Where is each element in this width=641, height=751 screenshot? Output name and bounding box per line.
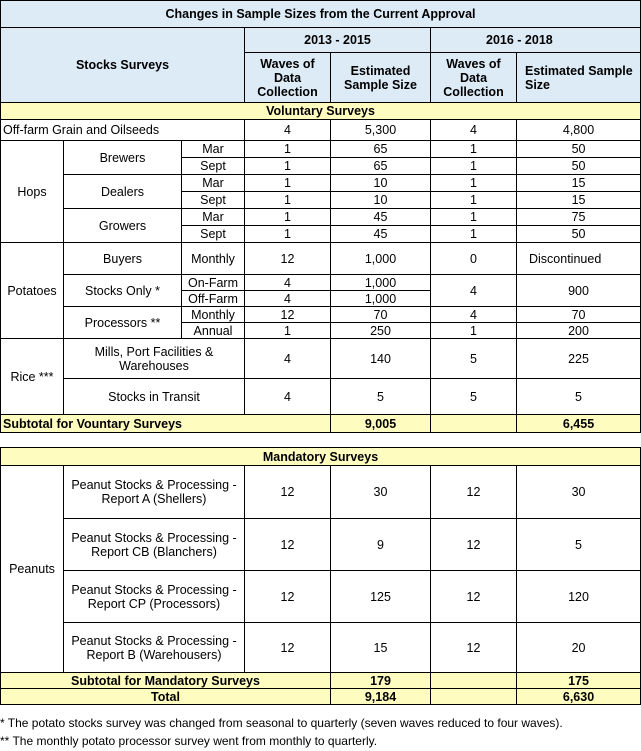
cell: 1 <box>431 323 517 339</box>
cell: 120 <box>517 571 641 623</box>
cell: 1,000 <box>331 243 431 275</box>
cell: 1,000 <box>331 275 431 291</box>
cell: 12 <box>245 571 331 623</box>
cell: 12 <box>431 466 517 519</box>
cell: 5 <box>431 339 517 379</box>
cell: 12 <box>431 519 517 571</box>
frequency-label: Monthly <box>182 307 245 323</box>
buyers-label: Buyers <box>64 243 182 275</box>
empty-cell <box>431 415 517 433</box>
cell: 15 <box>517 175 641 192</box>
voluntary-subtotal-label: Subtotal for Vountary Surveys <box>1 415 331 433</box>
sample-size-header-1: Estimated Sample Size <box>331 53 431 103</box>
table-row <box>1 466 641 519</box>
cell: 45 <box>331 209 431 226</box>
peanut-report-label: Peanut Stocks & Processing - Report A (Shellers) <box>64 466 245 519</box>
voluntary-subtotal-2: 6,455 <box>517 415 641 433</box>
mandatory-subtotal-1: 179 <box>331 673 431 689</box>
sample-size-header-2: Estimated Sample Size <box>517 53 641 103</box>
cell: 12 <box>431 623 517 673</box>
cell: 12 <box>431 571 517 623</box>
cell: 5 <box>431 379 517 415</box>
waves-header-2: Waves of Data Collection <box>431 53 517 103</box>
table-row <box>1 209 641 226</box>
hops-label: Hops <box>1 141 64 243</box>
cell: 12 <box>245 466 331 519</box>
cell: 12 <box>245 623 331 673</box>
total-2: 6,630 <box>517 689 641 705</box>
cell: 50 <box>517 141 641 158</box>
cell: 1 <box>245 209 331 226</box>
table-row <box>1 120 641 141</box>
mandatory-subtotal-label: Subtotal for Mandatory Surveys <box>1 673 331 689</box>
table-row <box>1 379 641 415</box>
cell: 12 <box>245 307 331 323</box>
table-title: Changes in Sample Sizes from the Current Approval <box>1 1 641 28</box>
month-label: Mar <box>182 175 245 192</box>
stocks-only-label: Stocks Only * <box>64 275 182 307</box>
cell: 65 <box>331 158 431 175</box>
location-label: Off-Farm <box>182 291 245 307</box>
spacer <box>1 433 641 448</box>
voluntary-subtotal-1: 9,005 <box>331 415 431 433</box>
offfarm-waves-2: 4 <box>431 120 517 141</box>
cell: 15 <box>517 192 641 209</box>
cell: 50 <box>517 226 641 243</box>
cell: 1 <box>245 192 331 209</box>
cell: 1 <box>431 175 517 192</box>
table-row <box>1 307 641 323</box>
cell: 4 <box>431 275 517 307</box>
total-row <box>1 689 641 705</box>
cell: 10 <box>331 192 431 209</box>
empty-cell <box>431 689 517 705</box>
mandatory-subtotal-2: 175 <box>517 673 641 689</box>
cell: 70 <box>331 307 431 323</box>
cell: 30 <box>517 466 641 519</box>
peanut-report-label: Peanut Stocks & Processing - Report CP (Processors) <box>64 571 245 623</box>
table-row <box>1 275 641 291</box>
cell: 1 <box>245 158 331 175</box>
voluntary-section-label: Voluntary Surveys <box>1 103 641 120</box>
title-row <box>1 1 641 28</box>
cell: 65 <box>331 141 431 158</box>
cell: 225 <box>517 339 641 379</box>
voluntary-subtotal-row <box>1 415 641 433</box>
cell: 12 <box>245 243 331 275</box>
cell: 4 <box>245 291 331 307</box>
mandatory-subtotal-row <box>1 673 641 689</box>
table-row <box>1 243 641 275</box>
frequency-label: Monthly <box>182 243 245 275</box>
cell: 1,000 <box>331 291 431 307</box>
cell: 125 <box>331 571 431 623</box>
cell: 12 <box>245 519 331 571</box>
cell: 75 <box>517 209 641 226</box>
stocks-surveys-header: Stocks Surveys <box>1 28 245 103</box>
peanuts-label: Peanuts <box>1 466 64 673</box>
empty-cell <box>431 673 517 689</box>
cell: 1 <box>245 323 331 339</box>
table-row <box>1 339 641 379</box>
cell: 1 <box>245 226 331 243</box>
peanut-report-label: Peanut Stocks & Processing - Report B (Warehousers) <box>64 623 245 673</box>
cell: Discontinued <box>517 243 641 275</box>
total-1: 9,184 <box>331 689 431 705</box>
cell: 1 <box>431 192 517 209</box>
cell: 5 <box>517 519 641 571</box>
cell: 45 <box>331 226 431 243</box>
waves-header-1: Waves of Data Collection <box>245 53 331 103</box>
table-row <box>1 519 641 571</box>
offfarm-waves-1: 4 <box>245 120 331 141</box>
voluntary-section-row <box>1 103 641 120</box>
cell: 10 <box>331 175 431 192</box>
cell: 9 <box>331 519 431 571</box>
frequency-label: Annual <box>182 323 245 339</box>
location-label: On-Farm <box>182 275 245 291</box>
offfarm-size-1: 5,300 <box>331 120 431 141</box>
cell: 50 <box>517 158 641 175</box>
cell: 1 <box>431 158 517 175</box>
processors-label: Processors ** <box>64 307 182 339</box>
table-row <box>1 175 641 192</box>
mandatory-section-row <box>1 448 641 466</box>
cell: 1 <box>245 175 331 192</box>
dealers-label: Dealers <box>64 175 182 209</box>
rice-label: Rice *** <box>1 339 64 415</box>
cell: 20 <box>517 623 641 673</box>
month-label: Mar <box>182 141 245 158</box>
offfarm-size-2: 4,800 <box>517 120 641 141</box>
month-label: Mar <box>182 209 245 226</box>
cell: 15 <box>331 623 431 673</box>
spacer-row <box>1 433 641 448</box>
cell: 1 <box>245 141 331 158</box>
brewers-label: Brewers <box>64 141 182 175</box>
footnote: ** The monthly potato processor survey went from monthly to quarterly. <box>0 734 378 748</box>
cell: 200 <box>517 323 641 339</box>
offfarm-label: Off-farm Grain and Oilseeds <box>1 120 245 141</box>
month-label: Sept <box>182 226 245 243</box>
cell: 1 <box>431 226 517 243</box>
table-row <box>1 571 641 623</box>
cell: 1 <box>431 209 517 226</box>
transit-label: Stocks in Transit <box>64 379 245 415</box>
cell: 4 <box>245 275 331 291</box>
potatoes-label: Potatoes <box>1 243 64 339</box>
growers-label: Growers <box>64 209 182 243</box>
cell: 250 <box>331 323 431 339</box>
month-label: Sept <box>182 192 245 209</box>
cell: 140 <box>331 339 431 379</box>
peanut-report-label: Peanut Stocks & Processing - Report CB (Blanchers) <box>64 519 245 571</box>
mandatory-section-label: Mandatory Surveys <box>1 448 641 466</box>
footnote: * The potato stocks survey was changed from seasonal to quarterly (seven waves reduced to four waves). <box>0 716 563 730</box>
cell: 4 <box>431 307 517 323</box>
total-label: Total <box>1 689 331 705</box>
period-2016-2018-header: 2016 - 2018 <box>431 28 641 53</box>
cell: 0 <box>431 243 517 275</box>
cell: 70 <box>517 307 641 323</box>
header-row-periods <box>1 28 641 53</box>
cell: 1 <box>431 141 517 158</box>
table-row <box>1 623 641 673</box>
cell: 900 <box>517 275 641 307</box>
cell: 5 <box>331 379 431 415</box>
period-2013-2015-header: 2013 - 2015 <box>245 28 431 53</box>
cell: 5 <box>517 379 641 415</box>
month-label: Sept <box>182 158 245 175</box>
cell: 4 <box>245 339 331 379</box>
table-row <box>1 141 641 158</box>
cell: 4 <box>245 379 331 415</box>
mills-label: Mills, Port Facilities & Warehouses <box>64 339 245 379</box>
cell: 30 <box>331 466 431 519</box>
